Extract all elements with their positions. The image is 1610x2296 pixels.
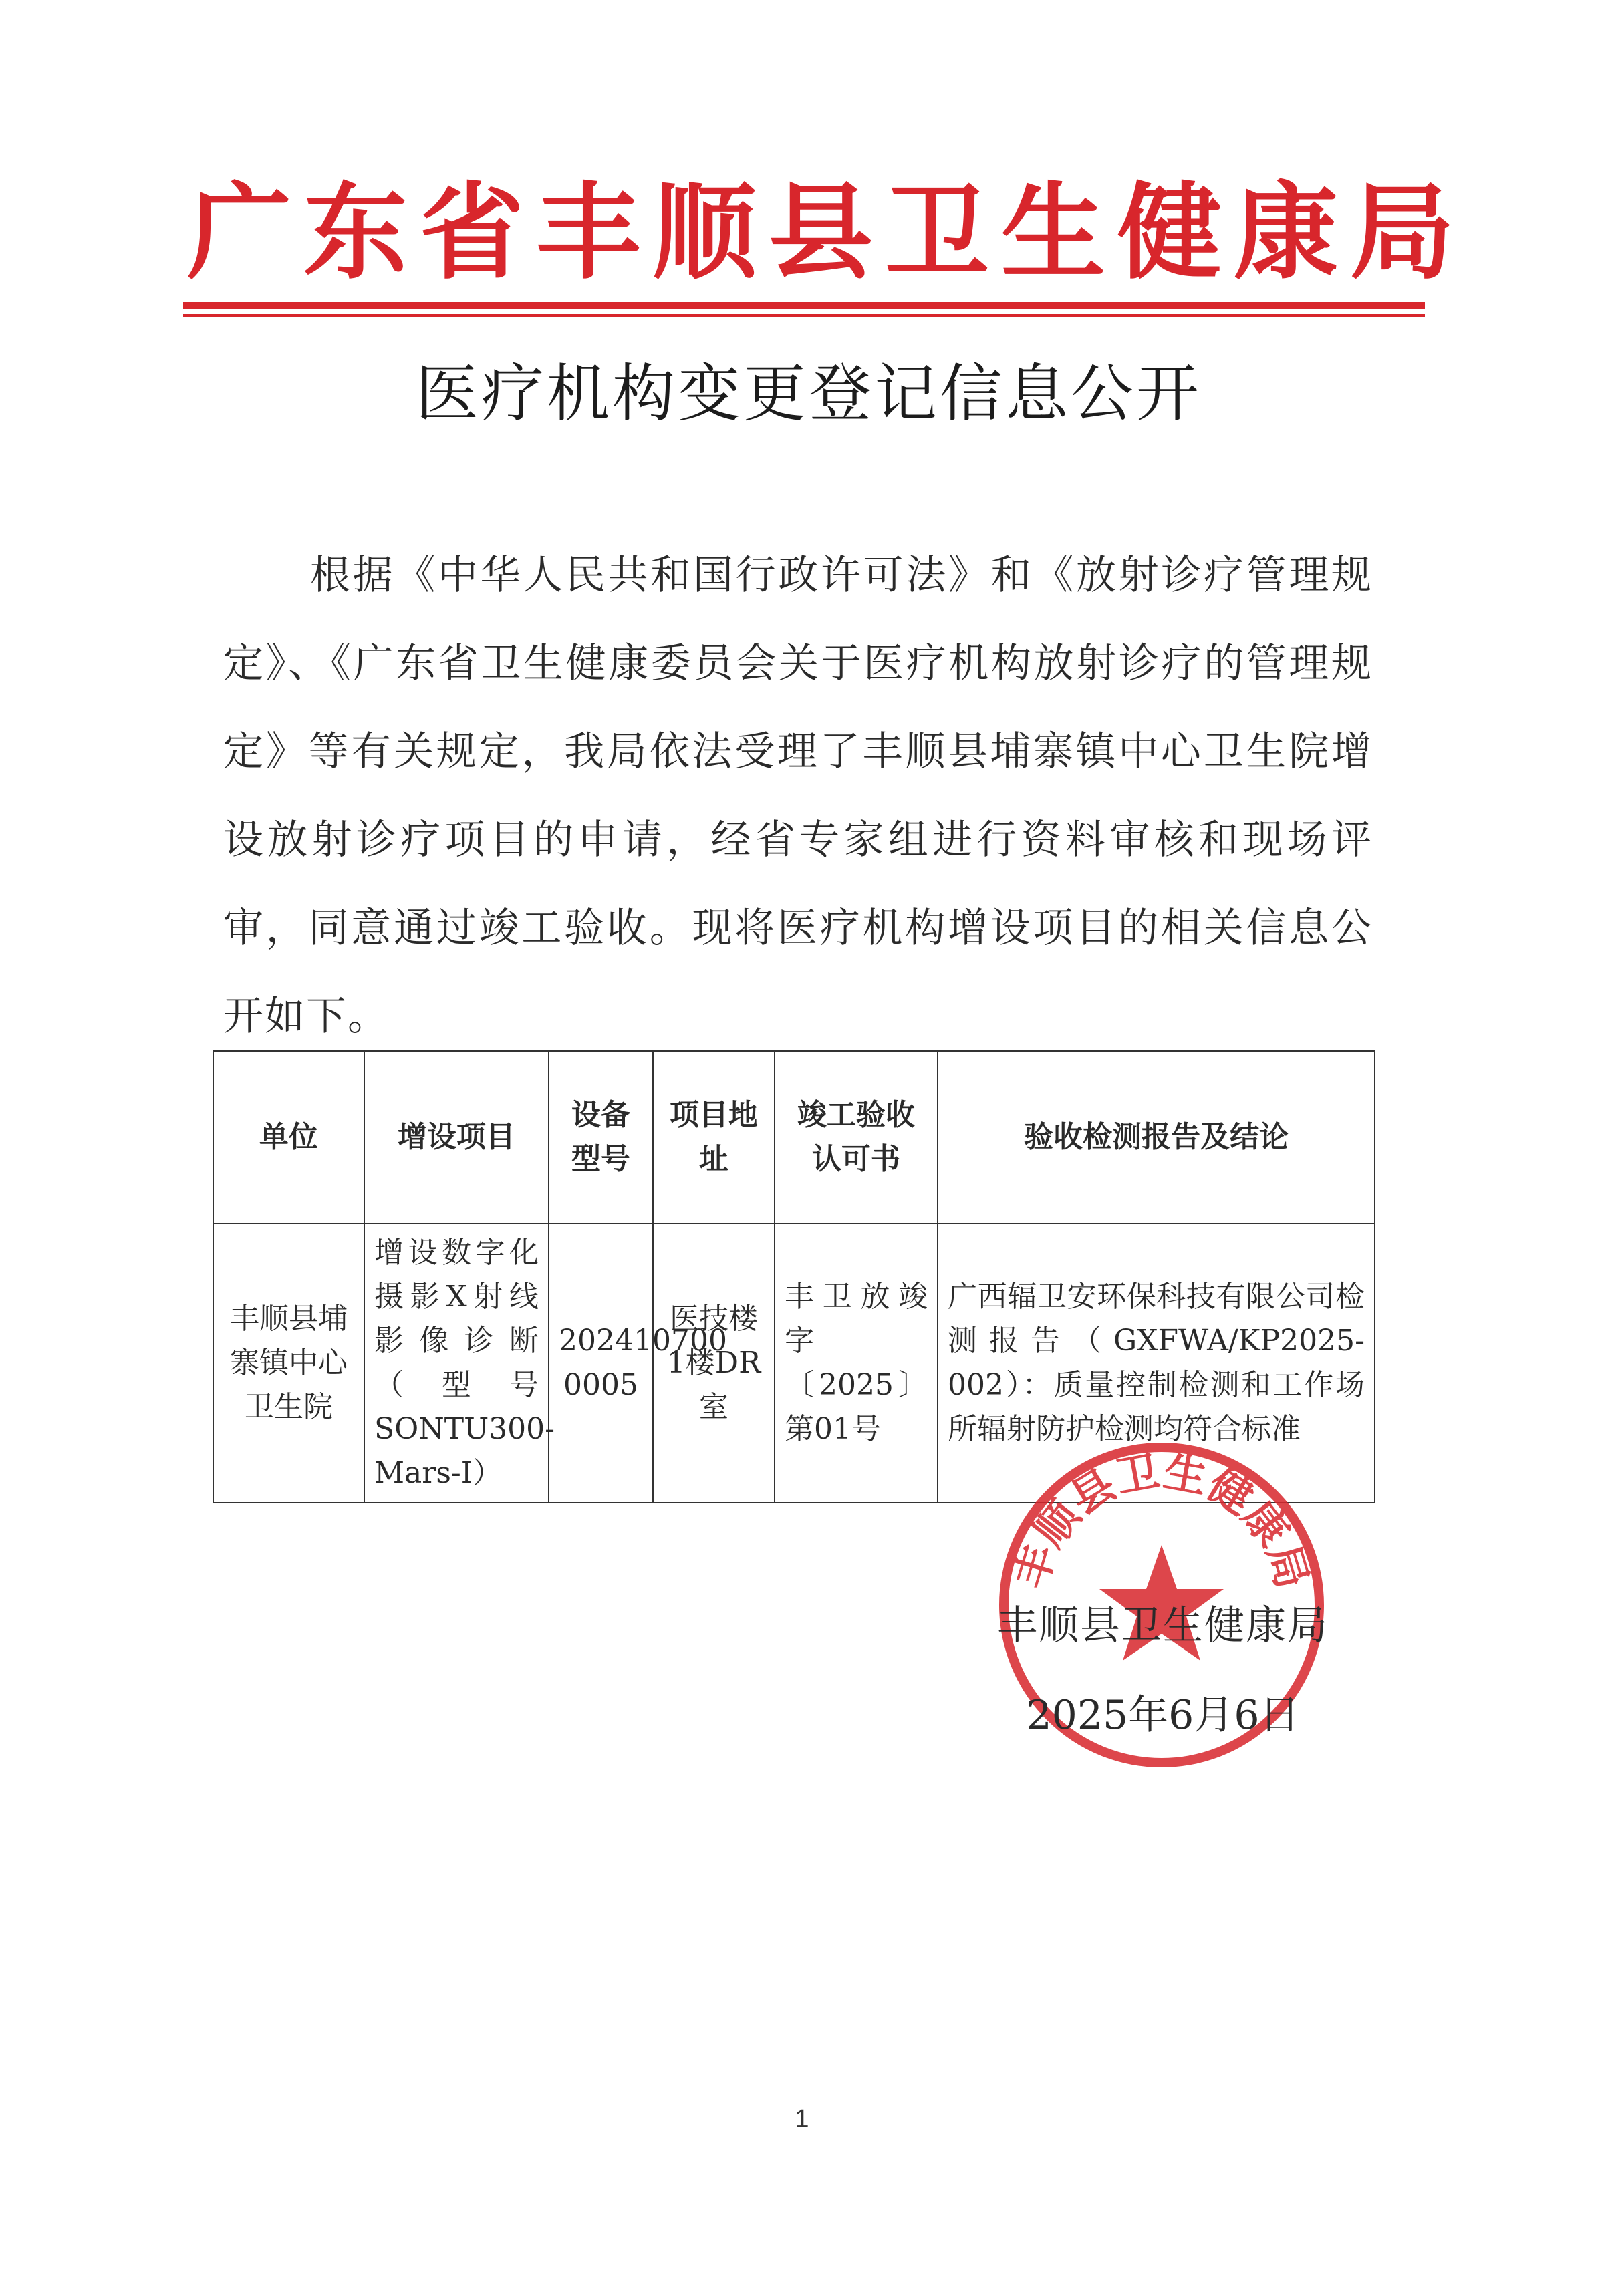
cell-project: 增设数字化摄影X射线影像诊断（型号SONTU300-Mars-I） [364,1224,549,1503]
cell-certificate: 丰卫放竣字〔2025〕第01号 [775,1224,938,1503]
org-header-title: 广东省丰顺县卫生健康局 [187,171,1466,293]
header-cell-conclusion: 验收检测报告及结论 [938,1051,1375,1224]
header-cell-model: 设备型号 [549,1051,653,1224]
cell-model: 202410700 0005 [549,1224,653,1503]
seal-text: 丰顺县卫生健康局 [1005,1446,1318,1594]
cell-conclusion: 广西辐卫安环保科技有限公司检测报告（GXFWA/KP2025-002）：质量控制检测和工作场所辐射防护检测均符合标准 [938,1224,1375,1503]
header-rule-thin [183,314,1425,317]
header-cell-certificate: 竣工验收认可书 [775,1051,938,1224]
table-header-row [213,1051,1375,1224]
cell-address: 医技楼1楼DR室 [653,1224,775,1503]
header-cell-unit: 单位 [213,1051,364,1224]
page-number: 1 [795,2105,809,2133]
cell-unit: 丰顺县埔寨镇中心卫生院 [213,1224,364,1503]
signature-date: 2025年6月6日 [1026,1692,1300,1739]
header-cell-project: 增设项目 [364,1051,549,1224]
body-paragraph: 根据《中华人民共和国行政许可法》和《放射诊疗管理规定》、《广东省卫生健康委员会关于医疗机构放射诊疗的管理规定》等有关规定，我局依法受理了丰顺县埔寨镇中心卫生院增设放射诊疗项目的申请，经省专家组进行资料审核和现场评审，同意通过竣工验收。现将医疗机构增设项目的相关信息公开如下。 [223,552,1373,1040]
document-title: 医疗机构变更登记信息公开 [415,357,1202,430]
signature-org: 丰顺县卫生健康局 [997,1602,1329,1649]
header-cell-address: 项目地址 [653,1051,775,1224]
header-rule-thick [183,302,1425,309]
